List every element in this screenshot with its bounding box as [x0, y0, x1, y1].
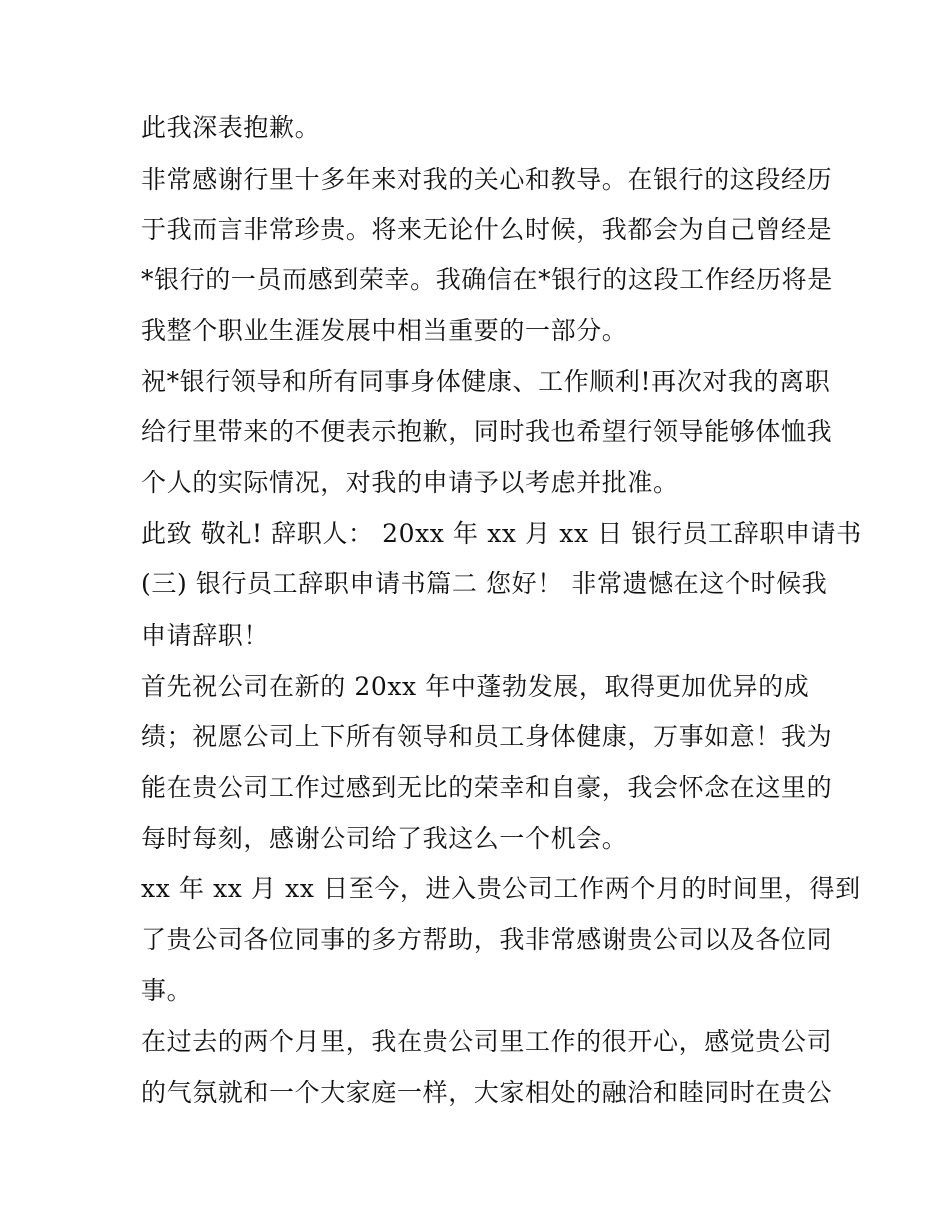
- text-line: 绩；祝愿公司上下所有领导和员工身体健康，万事如意！我为: [141, 722, 833, 751]
- text-line: 在过去的两个月里，我在贵公司里工作的很开心，感觉贵公司: [141, 1027, 833, 1056]
- text-line: 首先祝公司在新的 20xx 年中蓬勃发展，取得更加优异的成: [141, 672, 810, 701]
- text-line: 个人的实际情况，对我的申请予以考虑并批准。: [141, 468, 679, 497]
- text-line: 祝*银行领导和所有同事身体健康、工作顺利!再次对我的离职: [141, 367, 831, 396]
- text-line: 于我而言非常珍贵。将来无论什么时候，我都会为自己曾经是: [141, 215, 833, 244]
- text-line: xx 年 xx 月 xx 日至今，进入贵公司工作两个月的时间里，得到: [141, 874, 861, 903]
- text-line: (三) 银行员工辞职申请书篇二 您好！ 非常遗憾在这个时候我: [141, 569, 828, 598]
- text-line: 每时每刻，感谢公司给了我这么一个机会。: [141, 824, 628, 853]
- text-line: 了贵公司各位同事的多方帮助，我非常感谢贵公司以及各位同: [141, 925, 833, 954]
- text-line: 能在贵公司工作过感到无比的荣幸和自豪，我会怀念在这里的: [141, 773, 833, 802]
- text-line: 给行里带来的不便表示抱歉，同时我也希望行领导能够体恤我: [141, 417, 833, 446]
- text-line: 此我深表抱歉。: [141, 113, 321, 142]
- text-line: 非常感谢行里十多年来对我的关心和教导。在银行的这段经历: [141, 165, 833, 194]
- text-line: 事。: [141, 976, 193, 1005]
- text-line: *银行的一员而感到荣幸。我确信在*银行的这段工作经历将是: [141, 265, 833, 294]
- text-line: 申请辞职！: [141, 621, 270, 650]
- text-line: 我整个职业生涯发展中相当重要的一部分。: [141, 316, 628, 345]
- text-line: 此致 敬礼! 辞职人： 20xx 年 xx 月 xx 日 银行员工辞职申请书: [141, 519, 862, 548]
- text-line: 的气氛就和一个大家庭一样，大家相处的融洽和睦同时在贵公: [141, 1078, 833, 1107]
